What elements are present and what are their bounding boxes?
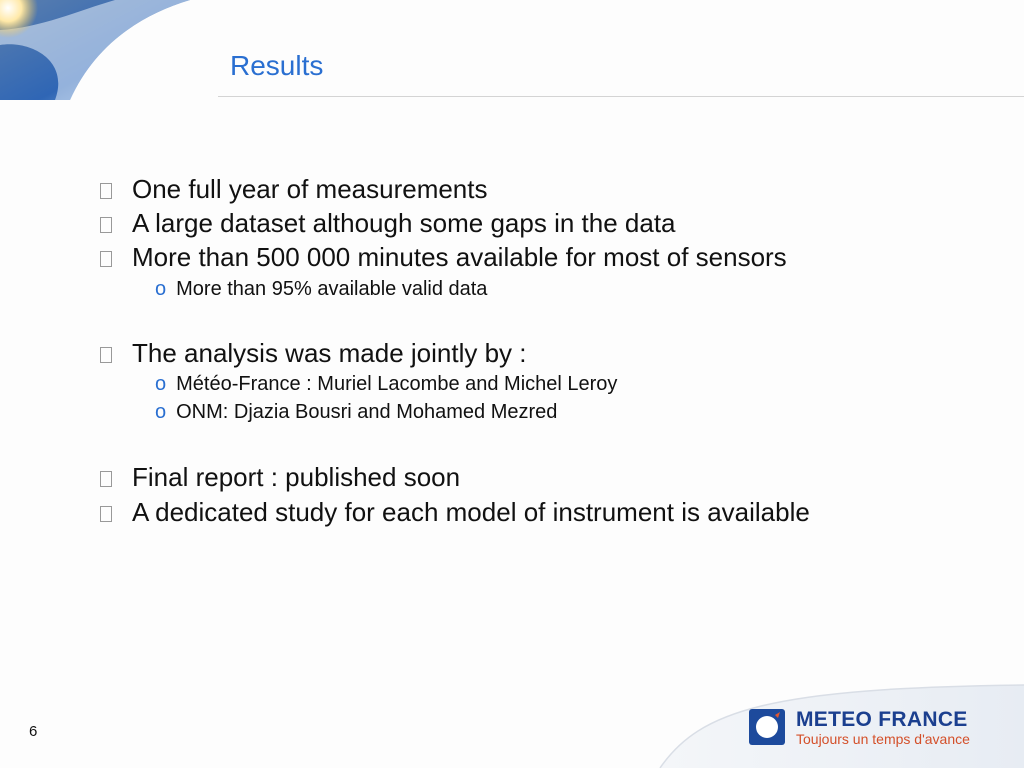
bullet-item (100, 174, 488, 204)
bullet-text: A large dataset although some gaps in the data (132, 208, 676, 238)
sub-bullet-text: Météo-France : Muriel Lacombe and Michel Leroy (176, 373, 618, 395)
slide-title: Results (230, 50, 324, 81)
bullet-text: More than 500 000 minutes available for most of sensors (132, 242, 787, 272)
bullet-marker-icon (100, 251, 112, 267)
sub-bullet-item (155, 372, 617, 396)
sub-bullet-marker: o (155, 401, 167, 423)
bullet-marker-icon (100, 506, 112, 522)
bullet-item (100, 208, 676, 238)
bullet-text: One full year of measurements (132, 174, 488, 204)
sub-bullet-marker: o (155, 278, 167, 300)
page-number: 6 (29, 723, 38, 740)
bullet-item (100, 497, 810, 527)
meteo-france-logo-icon (749, 709, 785, 745)
sub-bullet-text: More than 95% available valid data (176, 278, 488, 300)
bullet-text: Final report : published soon (132, 462, 461, 492)
bullet-marker-icon (100, 347, 112, 363)
bullet-marker-icon (100, 183, 112, 199)
bullet-item (100, 242, 787, 272)
bullet-marker-icon (100, 471, 112, 487)
bullet-item (100, 462, 460, 492)
bullet-text: The analysis was made jointly by : (132, 338, 527, 368)
bullet-marker-icon (100, 217, 112, 233)
logo-wordmark: METEO FRANCE (796, 708, 968, 731)
sub-bullet-text: ONM: Djazia Bousri and Mohamed Mezred (176, 401, 558, 423)
bullet-text: A dedicated study for each model of instrument is available (132, 497, 810, 527)
logo-tagline: Toujours un temps d'avance (796, 731, 970, 747)
sub-bullet-marker: o (155, 373, 167, 395)
sub-bullet-item (155, 400, 557, 424)
bullet-item (100, 338, 527, 368)
sub-bullet-item (155, 277, 487, 301)
